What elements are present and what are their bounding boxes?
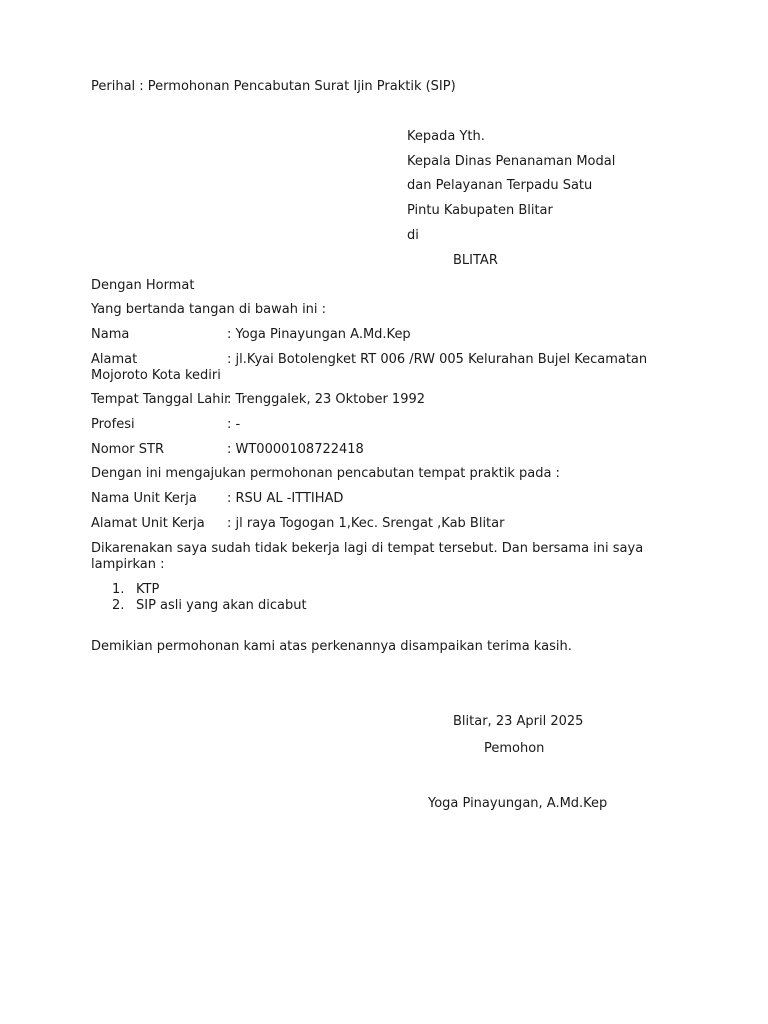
request-text: Dengan ini mengajukan permohonan pencabutan tempat praktik pada : [91, 466, 560, 481]
list-item-number: 1. [112, 582, 125, 597]
unit-label: Nama Unit Kerja [91, 491, 197, 506]
subject-line: Perihal : Permohonan Pencabutan Surat Ijin Praktik (SIP) [91, 79, 456, 94]
list-item: KTP [136, 582, 160, 597]
recipient-line-1: Kepada Yth. [407, 129, 485, 144]
birth-value: : Trenggalek, 23 Oktober 1992 [227, 392, 426, 407]
reason-line-2: lampirkan : [91, 557, 165, 572]
name-label: Nama [91, 327, 130, 342]
str-label: Nomor STR [91, 442, 164, 457]
signer-name: Yoga Pinayungan, A.Md.Kep [428, 796, 608, 811]
birth-label: Tempat Tanggal Lahir [91, 392, 230, 407]
list-item: SIP asli yang akan dicabut [136, 598, 307, 613]
profession-label: Profesi [91, 417, 135, 432]
recipient-line-2: Kepala Dinas Penanaman Modal [407, 154, 616, 169]
address-continuation: Mojoroto Kota kediri [91, 368, 221, 383]
intro-text: Yang bertanda tangan di bawah ini : [91, 302, 327, 317]
recipient-line-4: Pintu Kabupaten Blitar [407, 203, 553, 218]
profession-value: : - [227, 417, 241, 432]
reason-line-1: Dikarenakan saya sudah tidak bekerja lagi di tempat tersebut. Dan bersama ini saya [91, 541, 644, 556]
recipient-line-3: dan Pelayanan Terpadu Satu [407, 178, 593, 193]
signer-role: Pemohon [484, 741, 545, 756]
name-value: : Yoga Pinayungan A.Md.Kep [227, 327, 411, 342]
place-date: Blitar, 23 April 2025 [453, 714, 584, 729]
unit-address-value: : jl raya Togogan 1,Kec. Srengat ,Kab Blitar [227, 516, 505, 531]
address-value: : jl.Kyai Botolengket RT 006 /RW 005 Kelurahan Bujel Kecamatan [227, 352, 648, 367]
str-value: : WT0000108722418 [227, 442, 364, 457]
list-item-number: 2. [112, 598, 125, 613]
unit-value: : RSU AL -ITTIHAD [227, 491, 344, 506]
greeting: Dengan Hormat [91, 278, 195, 293]
recipient-line-5: di [407, 228, 419, 243]
closing-text: Demikian permohonan kami atas perkenannya disampaikan terima kasih. [91, 639, 572, 654]
recipient-city: BLITAR [453, 253, 498, 268]
unit-address-label: Alamat Unit Kerja [91, 516, 205, 531]
address-label: Alamat [91, 352, 138, 367]
